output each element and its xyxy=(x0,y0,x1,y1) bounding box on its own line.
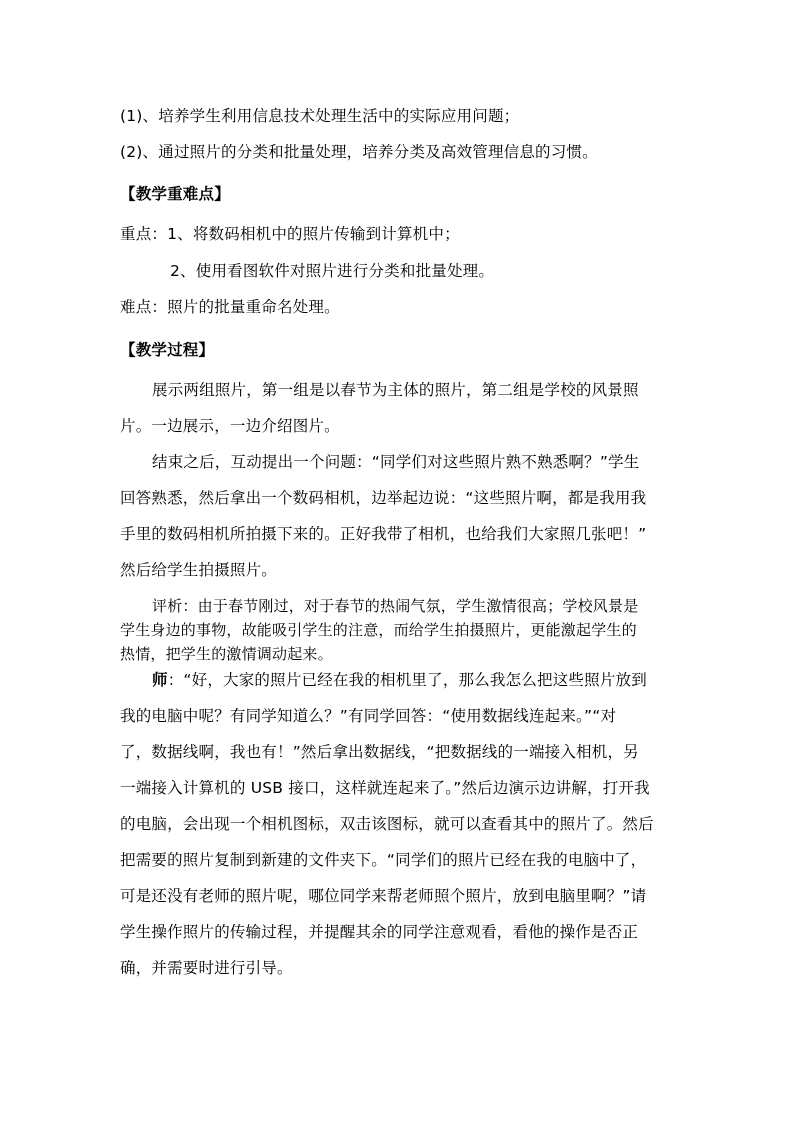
key-point-2: 2、使用看图软件对照片进行分类和批量处理。 xyxy=(170,262,495,280)
paragraph-4-line-3: 了，数据线啊，我也有！”然后拿出数据线，“把数据线的一端接入相机，另 xyxy=(120,743,639,761)
paragraph-4-line-1 xyxy=(152,670,647,690)
objective-item-2: (2)、通过照片的分类和批量处理，培养分类及高效管理信息的习惯。 xyxy=(120,143,598,161)
paragraph-1-line-2: 片。一边展示，一边介绍图片。 xyxy=(120,417,340,435)
objective-item-1: (1)、培养学生利用信息技术处理生活中的实际应用问题； xyxy=(120,107,520,125)
paragraph-1-line-1: 展示两组照片，第一组是以春节为主体的照片，第二组是学校的风景照 xyxy=(152,381,639,399)
paragraph-4-line-1-text: ：“好，大家的照片已经在我的相机里了，那么我怎么把这些照片放到 xyxy=(167,671,647,689)
paragraph-4-line-5: 的电脑，会出现一个相机图标，双击该图标，就可以查看其中的照片了。然后 xyxy=(120,815,654,833)
paragraph-3-line-1: 评析：由于春节刚过，对于春节的热闹气氛，学生激情很高；学校风景是 xyxy=(152,597,639,615)
paragraph-3-line-2: 学生身边的事物，故能吸引学生的注意，而给学生拍摄照片，更能激起学生的 xyxy=(120,621,637,639)
paragraph-4-line-4: 一端接入计算机的 USB 接口，这样就连起来了。”然后边演示边讲解，打开我 xyxy=(120,779,650,797)
paragraph-2-line-3: 手里的数码相机所拍摄下来的。正好我带了相机，也给我们大家照几张吧！” xyxy=(120,525,647,543)
paragraph-2-line-4: 然后给学生拍摄照片。 xyxy=(120,561,278,579)
paragraph-2-line-1: 结束之后，互动提出一个问题：“同学们对这些照片熟不熟悉啊？”学生 xyxy=(152,453,640,471)
key-point-1: 重点：1、将数码相机中的照片传输到计算机中； xyxy=(120,225,460,243)
teacher-speaker-label: 师 xyxy=(152,671,168,689)
paragraph-2-line-2: 回答熟悉，然后拿出一个数码相机，边举起边说：“这些照片啊，都是我用我 xyxy=(120,489,647,507)
paragraph-4-line-9: 确，并需要时进行引导。 xyxy=(120,959,293,977)
paragraph-4-line-7: 可是还没有老师的照片呢，哪位同学来帮老师照个照片，放到电脑里啊？”请 xyxy=(120,887,647,905)
key-points-heading: 【教学重难点】 xyxy=(120,185,230,203)
paragraph-4-line-2: 我的电脑中呢？有同学知道么？”有同学回答：“使用数据线连起来。”“对 xyxy=(120,707,617,725)
difficulty-line: 难点：照片的批量重命名处理。 xyxy=(120,298,340,316)
paragraph-4-line-8: 学生操作照片的传输过程，并提醒其余的同学注意观看，看他的操作是否正 xyxy=(120,923,639,941)
process-heading: 【教学过程】 xyxy=(120,341,215,359)
paragraph-4-line-6: 把需要的照片复制到新建的文件夹下。“同学们的照片已经在我的电脑中了， xyxy=(120,851,647,869)
paragraph-3-line-3: 热情，把学生的激情调动起来。 xyxy=(120,645,333,663)
